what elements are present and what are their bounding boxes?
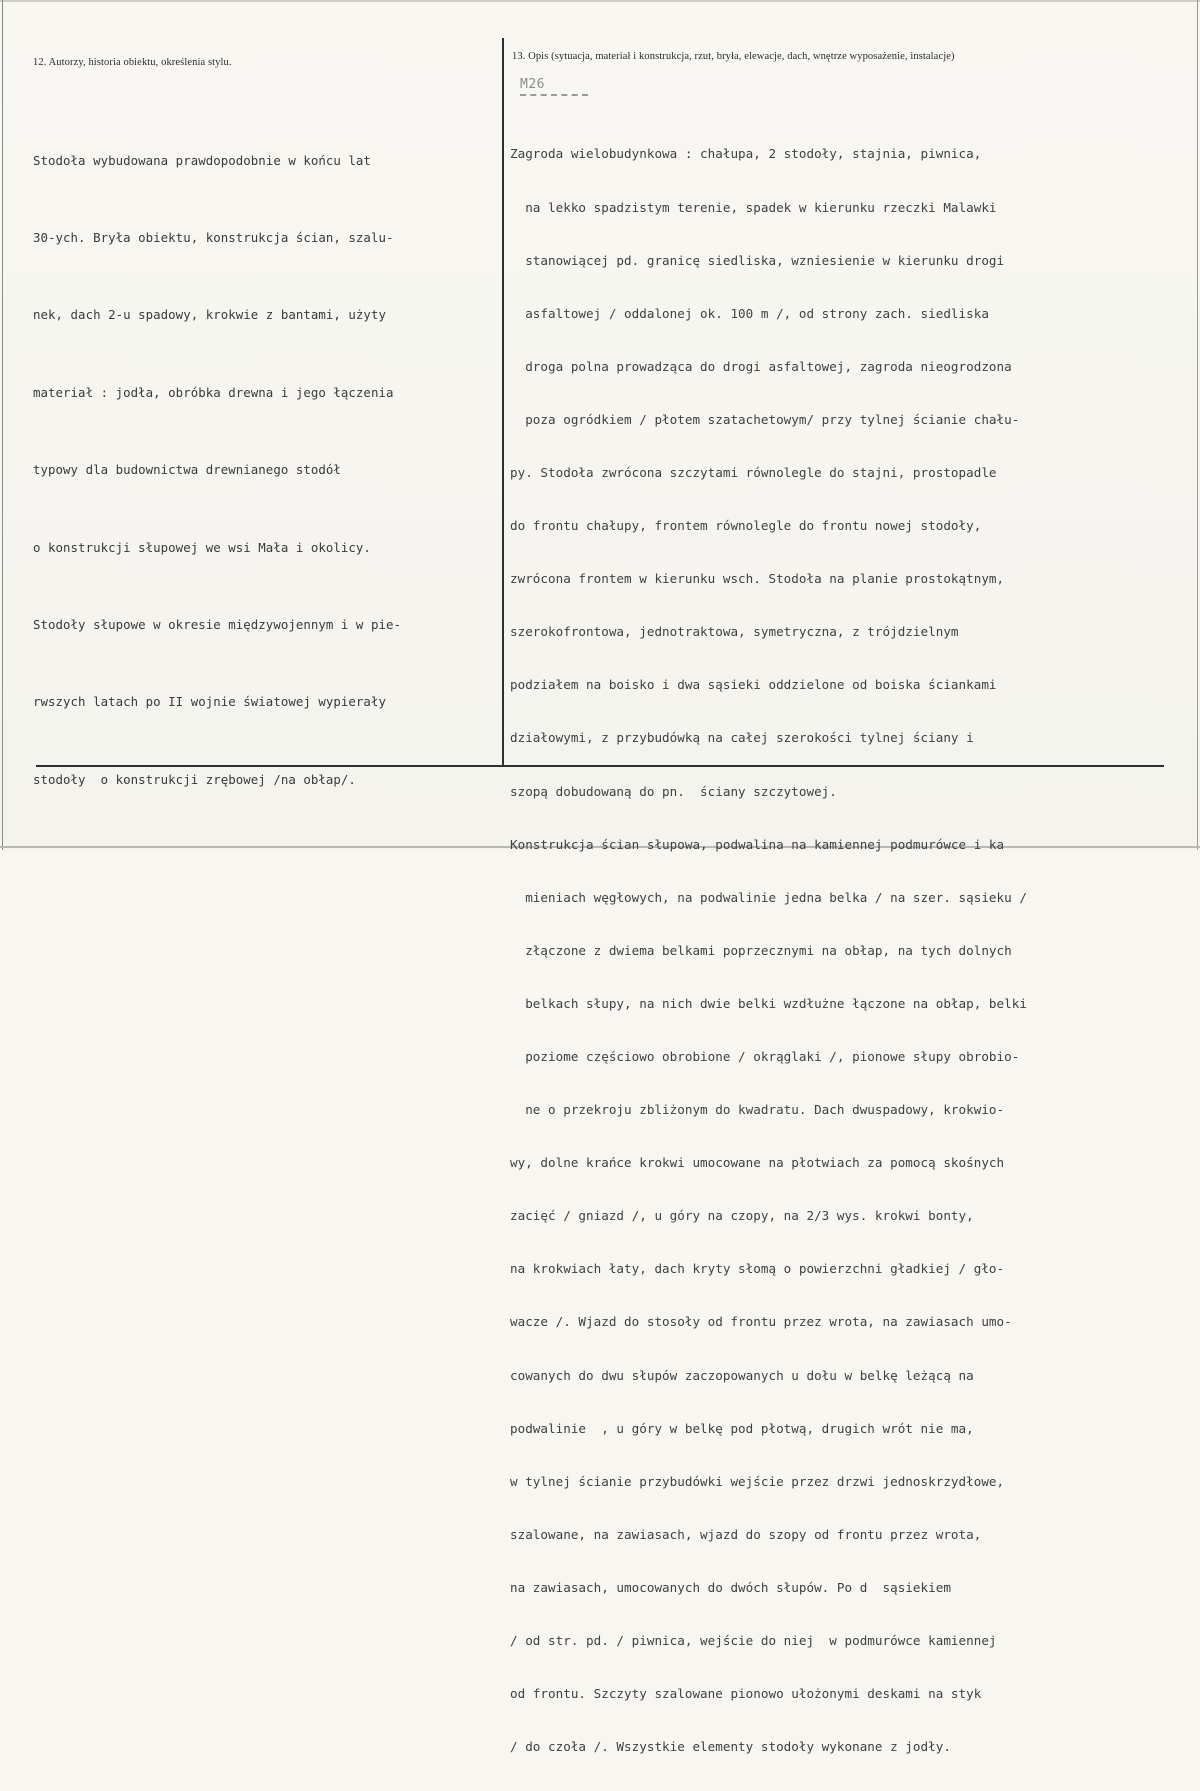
history-line: typowy dla budownictwa drewnianego stodół <box>33 462 341 478</box>
description-line: poza ogródkiem / płotem szatachetowym/ przy tylnej ścianie chału- <box>510 411 1020 427</box>
description-line: zwrócona frontem w kierunku wsch. Stodoła na planie prostokątnym, <box>510 571 1005 587</box>
description-line: szopą dobudowaną do pn. ściany szczytowej. <box>510 783 837 799</box>
description-line: wy, dolne krańce krokwi umocowane na płotwiach za pomocą skośnych <box>510 1155 1005 1171</box>
description-line: cowanych do dwu słupów zaczopowanych u dołu w belkę leżącą na <box>510 1367 974 1383</box>
column-divider <box>502 38 504 766</box>
description-line: droga polna prowadząca do drogi asfaltowej, zagroda nieogrodzona <box>510 358 1012 374</box>
history-line: o konstrukcji słupowej we wsi Mała i okolicy. <box>33 539 371 555</box>
description-line: na krokwiach łaty, dach kryty słomą o powierzchni gładkiej / gło- <box>510 1261 1005 1277</box>
reference-code-underline <box>520 94 588 96</box>
description-line: podziałem na boisko i dwa sąsieki oddzielone od boiska ściankami <box>510 677 997 693</box>
page-top-edge <box>0 0 1200 2</box>
history-line: rwszych latach po II wojnie światowej wypierały <box>33 694 386 710</box>
section-13-heading: 13. Opis (sytuacja, materiał i konstrukcja, rzut, bryła, elewacje, dach, wnętrze wyposażenie, instalacje) <box>512 51 955 62</box>
description-line: w tylnej ścianie przybudówki wejście przez drzwi jednoskrzydłowe, <box>510 1473 1005 1489</box>
description-line: złączone z dwiema belkami poprzecznymi na obłap, na tych dolnych <box>510 942 1012 958</box>
description-line: podwalinie , u góry w belkę pod płotwą, drugich wrót nie ma, <box>510 1420 974 1436</box>
history-line: 30-ych. Bryła obiektu, konstrukcja ścian, szalu- <box>33 229 394 245</box>
description-line: asfaltowej / oddalonej ok. 100 m /, od strony zach. siedliska <box>510 305 989 321</box>
description-line: na lekko spadzistym terenie, spadek w kierunku rzeczki Malawki <box>510 199 997 215</box>
description-line: stanowiącej pd. granicę siedliska, wzniesienie w kierunku drogi <box>510 252 1005 268</box>
description-line: Zagroda wielobudynkowa : chałupa, 2 stodoły, stajnia, piwnica, <box>510 146 982 162</box>
section-12-heading: 12. Autorzy, historia obiektu, określenia stylu. <box>33 57 232 68</box>
description-line: szerokofrontowa, jednotraktowa, symetryczna, z trójdzielnym <box>510 624 959 640</box>
description-line: ne o przekroju zbliżonym do kwadratu. Dach dwuspadowy, krokwio- <box>510 1102 1005 1118</box>
description-line: szalowane, na zawiasach, wjazd do szopy od frontu przez wrota, <box>510 1526 982 1542</box>
description-line: od frontu. Szczyty szalowane pionowo ułożonymi deskami na styk <box>510 1686 982 1702</box>
description-line: na zawiasach, umocowanych do dwóch słupów. Po d sąsiekiem <box>510 1579 951 1595</box>
history-line: materiał : jodła, obróbka drewna i jego łączenia <box>33 384 394 400</box>
page-right-edge <box>1197 0 1198 850</box>
description-line: Konstrukcja ścian słupowa, podwalina na kamiennej podmurówce i ka <box>510 836 1005 852</box>
page-left-edge <box>2 0 3 850</box>
description-line: do frontu chałupy, frontem równolegle do frontu nowej stodoły, <box>510 518 982 534</box>
reference-code: M26 <box>520 77 545 92</box>
history-line: Stodoła wybudowana prawdopodobnie w końcu lat <box>33 152 371 168</box>
description-line: wacze /. Wjazd do stosoły od frontu przez wrota, na zawiasach umo- <box>510 1314 1012 1330</box>
description-line: poziome częściowo obrobione / okrąglaki /, pionowe słupy obrobio- <box>510 1049 1020 1064</box>
description-line: działowymi, z przybudówką na całej szerokości tylnej ściany i <box>510 730 974 746</box>
description-line: zacięć / gniazd /, u góry na czopy, na 2/3 wys. krokwi bonty, <box>510 1208 974 1224</box>
description-line: / od str. pd. / piwnica, wejście do niej w podmurówce kamiennej <box>510 1633 997 1649</box>
description-line: mieniach węgłowych, na podwalinie jedna belka / na szer. sąsieku / <box>510 889 1027 905</box>
history-text <box>33 96 401 844</box>
description-line: py. Stodoła zwrócona szczytami równolegle do stajni, prostopadle <box>510 464 997 480</box>
history-line: nek, dach 2-u spadowy, krokwie z bantami, użyty <box>33 307 386 323</box>
history-line: Stodoły słupowe w okresie międzywojennym i w pie- <box>33 616 401 632</box>
history-line: stodoły o konstrukcji zrębowej /na obłap/. <box>33 771 356 787</box>
description-line: belkach słupy, na nich dwie belki wzdłużne łączone na obłap, belki <box>510 995 1027 1011</box>
description-line: / do czoła /. Wszystkie elementy stodoły wykonane z jodły. <box>510 1739 951 1755</box>
description-text <box>510 110 1027 1791</box>
